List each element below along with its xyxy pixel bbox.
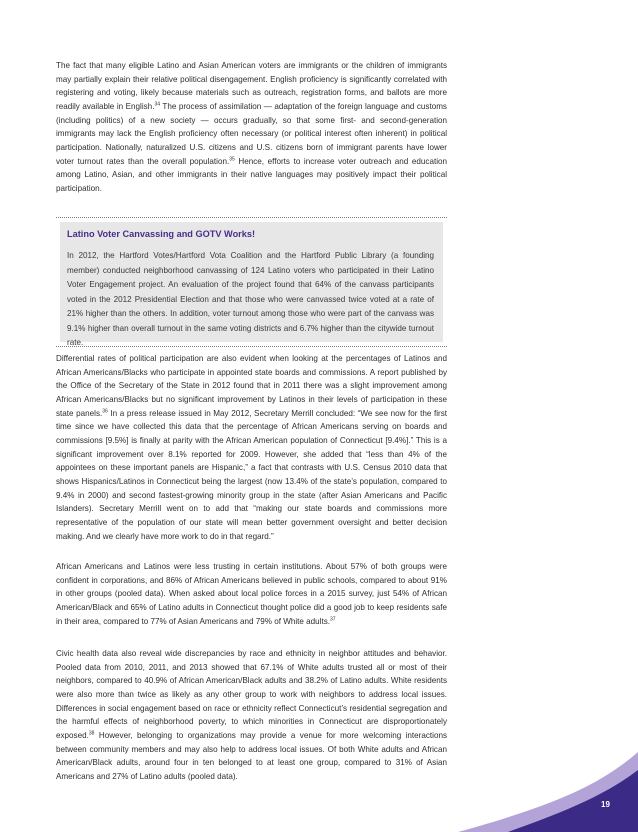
callout-box bbox=[56, 217, 447, 347]
footnote-37: 37 bbox=[330, 615, 336, 622]
paragraph-3-text: African Americans and Latinos were less trusting in certain institutions. About 57% of both groups were confident in corporations, and 86% of African Americans believed in public schools, compared to about 91% in other groups (pooled data). When asked about local police forces in a 2015 survey, just 54% of African American/Black and 65% of Latino adults in Connecticut thought police did a good job to keep residents safe in their area, compared to 77% of Asian Americans and 79% of White adults. bbox=[56, 562, 447, 626]
paragraph-1 bbox=[56, 59, 447, 196]
footnote-34: 34 bbox=[154, 101, 160, 108]
paragraph-2 bbox=[56, 352, 447, 543]
footnote-38: 38 bbox=[88, 730, 95, 737]
paragraph-4-text-a: Civic health data also reveal wide discrepancies by race and ethnicity in neighbor attitudes and behavior. Pooled data from 2010, 2011, and 2013 showed that 67.1% of White adults trusted all or most of their neighbors, compared to 40.9% of African American/Black adults and 38.2% of Latino adults. White residents were also more than twice as likely as any other group to work with neighbors to address local issues. Differences in social engagement based on race or ethnicity reflect Connecticut’s residential segregation and the harmful effects of neighborhood poverty, to which minorities in Connecticut are disproportionately exposed. bbox=[56, 649, 447, 740]
decorative-wave bbox=[438, 752, 638, 832]
paragraph-3 bbox=[56, 560, 447, 628]
page-number: 19 bbox=[601, 800, 610, 809]
callout-background bbox=[60, 222, 443, 347]
paragraph-2-text-b: In a press release issued in May 2012, Secretary Merrill concluded: “We see now for the first time since we have collected this data that the percentage of African Americans serving on boards and commissions [9.5%] is finally at parity with the African American population of Connecticut [9.4%].” This is a significant improvement over 8.1% reported for 2009. However, she added that “less than 4% of the appointees on these important panels are Hispanic,” a fact that contrasts with U.S. Census 2010 data that shows Hispanics/Latinos in Connecticut being the largest (now 13.4% of the state’s population, compared to 9.4% in 2000) and second fastest-growing minority group in the state (after Asian Americans and Pacific Islanders). Secretary Merrill went on to add that “making our state boards and commissions more representative of the population of our state will mean better government oversight and better decision making. And we clearly have more work to do in that regard.” bbox=[56, 408, 447, 541]
paragraph-1-text-c: Hence, efforts to increase voter outreach and education among Latino, Asian, and other immigrants in their native languages may positively impact their political participation. bbox=[56, 156, 447, 193]
paragraph-1-text-a: The fact that many eligible Latino and Asian American voters are immigrants or the children of immigrants may partially explain their relative political disengagement. English proficiency is significantly correlated with registering and voting, likely because materials such as outreach, registration forms, and ballots are more readily available in English. bbox=[56, 61, 447, 111]
paragraph-4 bbox=[56, 647, 447, 784]
paragraph-1-text-b: The process of assimilation — adaptation of the foreign language and customs (including politics) of a new society — occurs gradually, so that some first- and second-generation immigrants may lack the English proficiency often necessary (or political interest often inherent) in political participation. Nationally, naturalized U.S. citizens and U.S. citizens born of immigrant parents have lower voter turnout rates than the overall population. bbox=[56, 101, 447, 166]
callout-title: Latino Voter Canvassing and GOTV Works! bbox=[67, 229, 256, 239]
footnote-36: 36 bbox=[102, 407, 108, 414]
footnote-35: 35 bbox=[229, 155, 235, 162]
paragraph-4-text-b: However, belonging to organizations may provide a venue for more welcoming interactions between community members and may also help to address local issues. Of both White adults and African American/Black adults, around four in ten belonged to at least one group, compared to 31% of Asian Americans and 27% of Latino adults (pooled data). bbox=[56, 730, 448, 781]
callout-body: In 2012, the Hartford Votes/Hartford Vota Coalition and the Hartford Public Library (a founding member) conducted neighborhood canvassing of 124 Latino voters who participated in their Latino Voter Engagement project. An evaluation of the project found that 64% of the canvass participants voted in the 2012 Presidential Election and that those who were canvassed twice voted at a rate of 21% higher than the others. In addition, voter turnout among those who were part of the canvass was 9.1% higher than overall turnout in the same voting districts and 6.7% higher than the citywide turnout rate. bbox=[67, 251, 434, 347]
paragraph-2-text-a: Differential rates of political participation are also evident when looking at the percentages of Latinos and African Americans/Blacks who participate in appointed state boards and commissions. A report published by the Office of the Secretary of the State in 2012 found that in 2011 there was a slight improvement among African Americans/Blacks but no significant improvement by Latinos in their levels of participation in these state panels. bbox=[56, 354, 447, 418]
